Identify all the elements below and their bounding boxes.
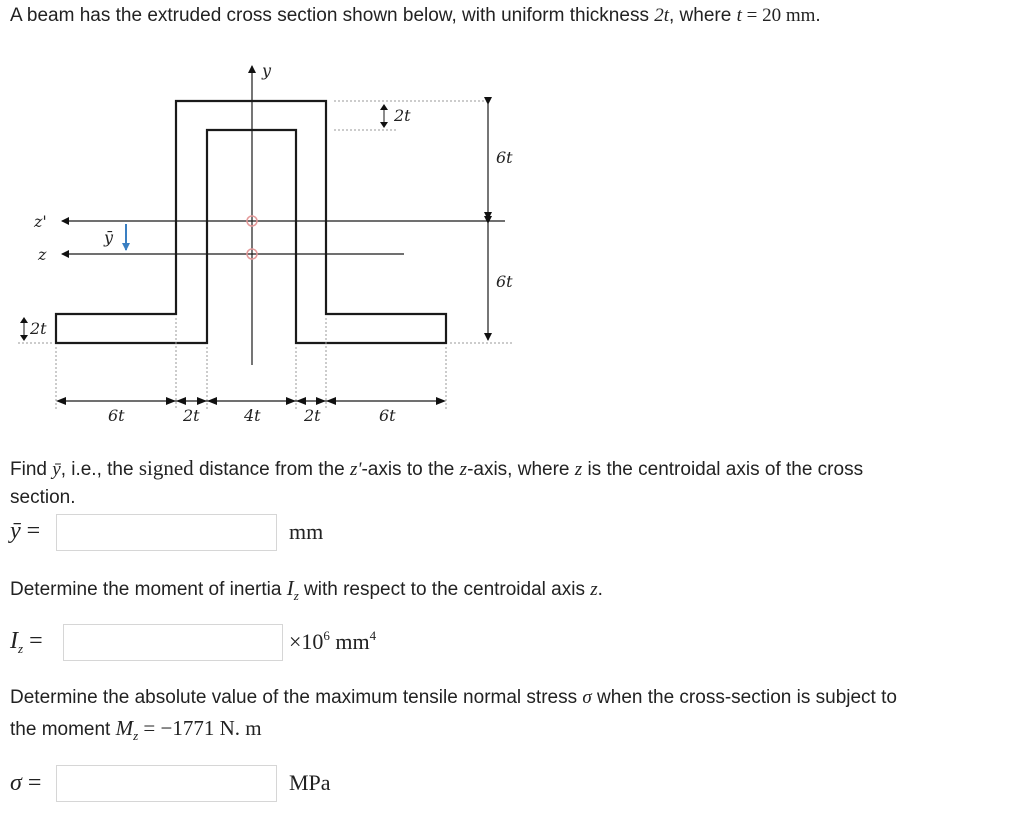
- intro-end: .: [815, 5, 821, 26]
- iz-unit: [289, 629, 376, 655]
- q3-text-line1: [10, 683, 897, 713]
- q1-text-b: , i.e., the: [60, 459, 139, 480]
- q1-text-c: distance from the: [193, 459, 350, 480]
- q1-z2: z: [574, 459, 583, 480]
- q1-signed: signed: [138, 456, 194, 480]
- sigma-equals: =: [21, 770, 42, 796]
- sigma-eq-label: [10, 770, 41, 797]
- dim-bottom-label-4: 2t: [304, 406, 321, 425]
- bottom-extension-lines: [56, 318, 446, 410]
- ybar-answer-input[interactable]: [56, 514, 277, 551]
- sigma-unit: MPa: [289, 770, 331, 795]
- q2-z: z: [590, 579, 598, 600]
- iz-answer-input[interactable]: [63, 624, 283, 661]
- iz-sub: z: [18, 641, 24, 656]
- iz-eq-label: [10, 628, 43, 655]
- q3-sigma: σ: [582, 687, 592, 708]
- ybar-label: ȳ: [104, 228, 114, 247]
- z-axis-label: z: [38, 245, 47, 264]
- iz-unit-mm: mm: [329, 629, 370, 654]
- q1-zprime: z': [349, 459, 362, 480]
- ybar-unit: mm: [289, 519, 324, 544]
- q1-ybar: ȳ: [52, 459, 61, 480]
- q2-I-sub: z: [293, 588, 299, 603]
- dim-bottom-label-5: 6t: [379, 406, 396, 425]
- t-value: 20 mm: [762, 5, 816, 26]
- q3-text-a: Determine the absolute value of the maximum tensile normal stress: [10, 687, 583, 708]
- cross-section-figure: [0, 50, 540, 440]
- z-prime-axis-label: z': [34, 212, 47, 231]
- dim-bottom-label-2: 2t: [183, 406, 200, 425]
- section-outline: [56, 101, 446, 343]
- q2-text: [10, 573, 603, 606]
- intro-text-b: , where: [669, 5, 737, 26]
- t-var: t: [736, 5, 742, 26]
- q3-M: M: [115, 716, 134, 740]
- iz-equals: =: [23, 628, 43, 654]
- q1-z1: z: [459, 459, 468, 480]
- dim-bottom-label-3: 4t: [244, 406, 261, 425]
- q2-text-b: with respect to the centroidal axis: [298, 579, 591, 600]
- dim-left-2t-label: 2t: [30, 319, 47, 338]
- intro-text: [10, 1, 821, 31]
- q1-text-f: is the centroidal axis of the cross: [582, 459, 864, 480]
- dim-right-lower-label: 6t: [496, 272, 513, 291]
- dim-right-upper-label: 6t: [496, 148, 513, 167]
- thickness-var: 2t: [654, 5, 669, 26]
- ybar-equals: =: [20, 518, 41, 544]
- intro-text-a: A beam has the extruded cross section shown below, with uniform thickness: [10, 5, 655, 26]
- iz-unit-mm-exp: 4: [369, 628, 377, 643]
- intro-eq: =: [741, 5, 763, 26]
- q2-text-c: .: [597, 579, 603, 600]
- q3-text-line2: [10, 713, 262, 746]
- sigma-answer-input[interactable]: [56, 765, 277, 802]
- q1-text-e: -axis, where: [467, 459, 575, 480]
- iz-unit-exp: 6: [323, 628, 330, 643]
- q1-text-a: Find: [10, 459, 53, 480]
- dim-top-2t-label: 2t: [394, 106, 411, 125]
- q3-text-c: the moment: [10, 719, 116, 740]
- ybar-eq-label: [10, 518, 40, 545]
- q1-text-line1: [10, 453, 863, 485]
- y-axis-label: y: [262, 61, 272, 80]
- dim-bottom-label-1: 6t: [108, 406, 125, 425]
- sigma-symbol: σ: [10, 770, 22, 796]
- ybar-symbol: ȳ: [10, 518, 21, 544]
- q1-text-d: -axis to the: [361, 459, 460, 480]
- iz-symbol: I: [10, 628, 18, 654]
- q3-M-sub: z: [133, 728, 139, 743]
- q2-text-a: Determine the moment of inertia: [10, 579, 287, 600]
- iz-unit-times: ×10: [289, 629, 324, 654]
- q1-text-line2: section.: [10, 487, 76, 508]
- q2-I: I: [286, 576, 294, 600]
- q3-text-b: when the cross-section is subject to: [591, 687, 897, 708]
- q3-moment-value: = −1771 N. m: [138, 716, 262, 740]
